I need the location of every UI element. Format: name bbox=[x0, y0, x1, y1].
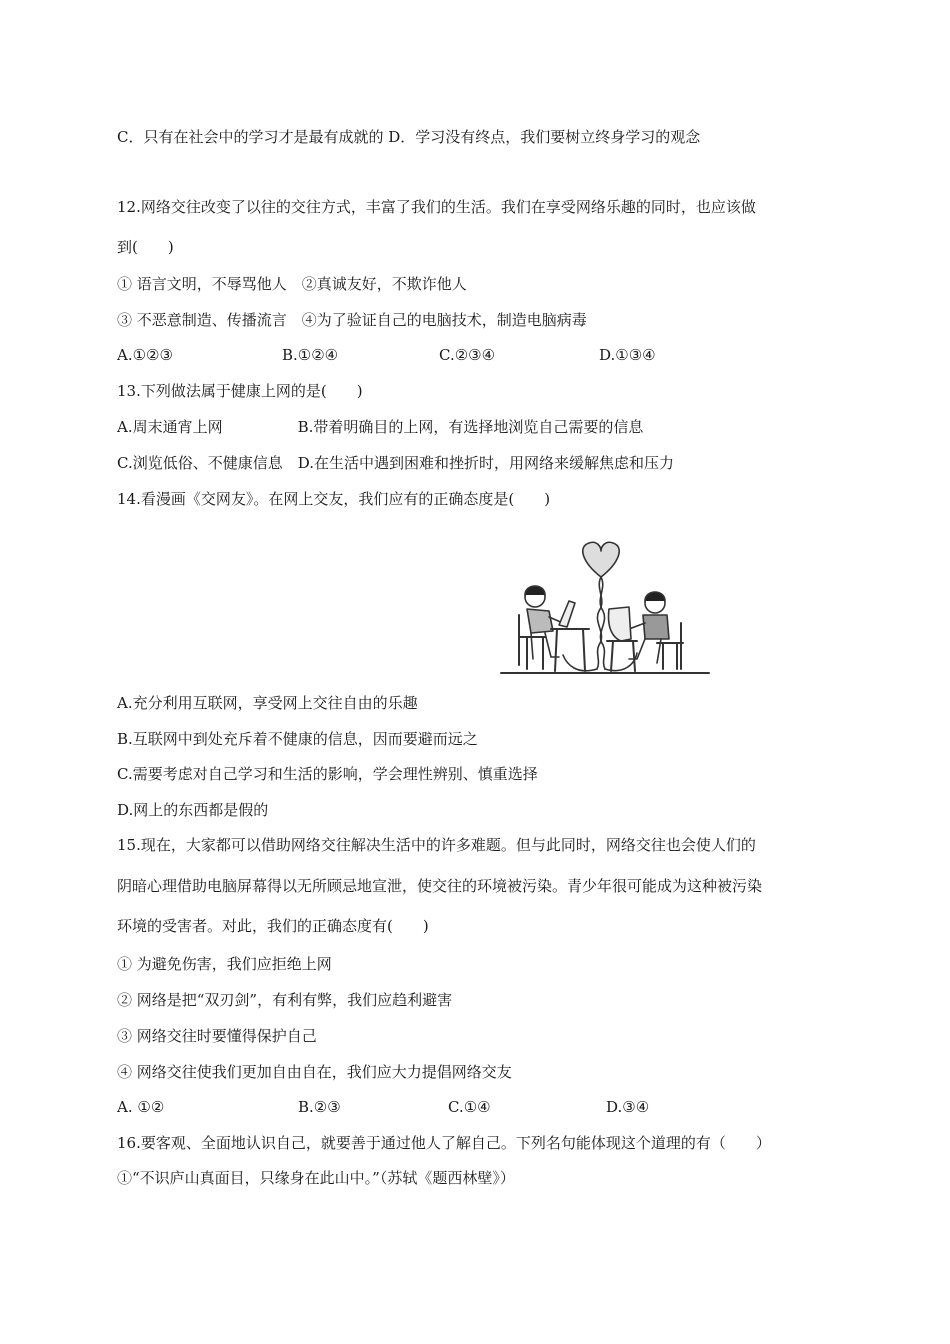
q16-stem: 16.要客观、全面地认识自己，就要善于通过他人了解自己。下列名句能体现这个道理的有（ ） bbox=[117, 1134, 771, 1152]
q12-option-c[interactable]: C.②③④ bbox=[439, 346, 496, 364]
q15-option-b[interactable]: B.②③ bbox=[298, 1098, 341, 1116]
q15-statement-2: ② 网络是把“双刃剑”，有利有弊，我们应趋利避害 bbox=[117, 991, 453, 1009]
q14-option-c[interactable]: C.需要考虑对自己学习和生活的影响，学会理性辨别、慎重选择 bbox=[117, 765, 538, 783]
q13-options-cd[interactable]: C.浏览低俗、不健康信息 D.在生活中遇到困难和挫折时，用网络来缓解焦虑和压力 bbox=[117, 454, 674, 472]
q14-option-b[interactable]: B.互联网中到处充斥着不健康的信息，因而要避而远之 bbox=[117, 730, 478, 748]
q12-stem-line1: 12.网络交往改变了以往的交往方式，丰富了我们的生活。我们在享受网络乐趣的同时，也应该做 bbox=[117, 198, 756, 216]
q14-stem: 14.看漫画《交网友》。在网上交友，我们应有的正确态度是( ) bbox=[117, 490, 551, 508]
q12-stem-line2: 到( ) bbox=[117, 238, 174, 256]
q15-statement-1: ① 为避免伤害，我们应拒绝上网 bbox=[117, 955, 332, 973]
q15-stem-line1: 15.现在，大家都可以借助网络交往解决生活中的许多难题。但与此同时，网络交往也会使人们的 bbox=[117, 836, 756, 854]
q12-option-b[interactable]: B.①②④ bbox=[282, 346, 339, 364]
q14-option-a[interactable]: A.充分利用互联网，享受网上交往自由的乐趣 bbox=[117, 694, 418, 712]
q12-statement-2: ③ 不恶意制造、传播流言 ④为了验证自己的电脑技术，制造电脑病毒 bbox=[117, 311, 587, 329]
q11-option-cd: C．只有在社会中的学习才是最有成就的 D．学习没有终点，我们要树立终身学习的观念 bbox=[117, 128, 701, 146]
q13-stem: 13.下列做法属于健康上网的是( ) bbox=[117, 382, 363, 400]
q15-stem-line2: 阴暗心理借助电脑屏幕得以无所顾忌地宣泄，使交往的环境被污染。青少年很可能成为这种被污染 bbox=[117, 877, 763, 895]
q15-stem-line3: 环境的受害者。对此，我们的正确态度有( ) bbox=[117, 917, 429, 935]
cartoon-online-friends-image bbox=[497, 537, 713, 680]
q16-statement-1: ①“不识庐山真面目，只缘身在此山中。”（苏轼《题西林壁》） bbox=[117, 1169, 515, 1187]
q12-option-d[interactable]: D.①③④ bbox=[599, 346, 656, 364]
q15-statement-4: ④ 网络交往使我们更加自由自在，我们应大力提倡网络交友 bbox=[117, 1063, 512, 1081]
q13-options-ab[interactable]: A.周末通宵上网 B.带着明确目的上网，有选择地浏览自己需要的信息 bbox=[117, 418, 644, 436]
q12-option-a[interactable]: A.①②③ bbox=[117, 346, 173, 364]
q12-options bbox=[117, 345, 656, 365]
q15-option-a[interactable]: A. ①② bbox=[117, 1098, 165, 1116]
q14-option-d[interactable]: D.网上的东西都是假的 bbox=[117, 801, 269, 819]
q15-statement-3: ③ 网络交往时要懂得保护自己 bbox=[117, 1027, 317, 1045]
q15-options bbox=[117, 1097, 649, 1117]
q12-statement-1: ① 语言文明，不辱骂他人 ②真诚友好，不欺诈他人 bbox=[117, 275, 467, 293]
q15-option-d[interactable]: D.③④ bbox=[606, 1098, 650, 1116]
q15-option-c[interactable]: C.①④ bbox=[448, 1098, 491, 1116]
